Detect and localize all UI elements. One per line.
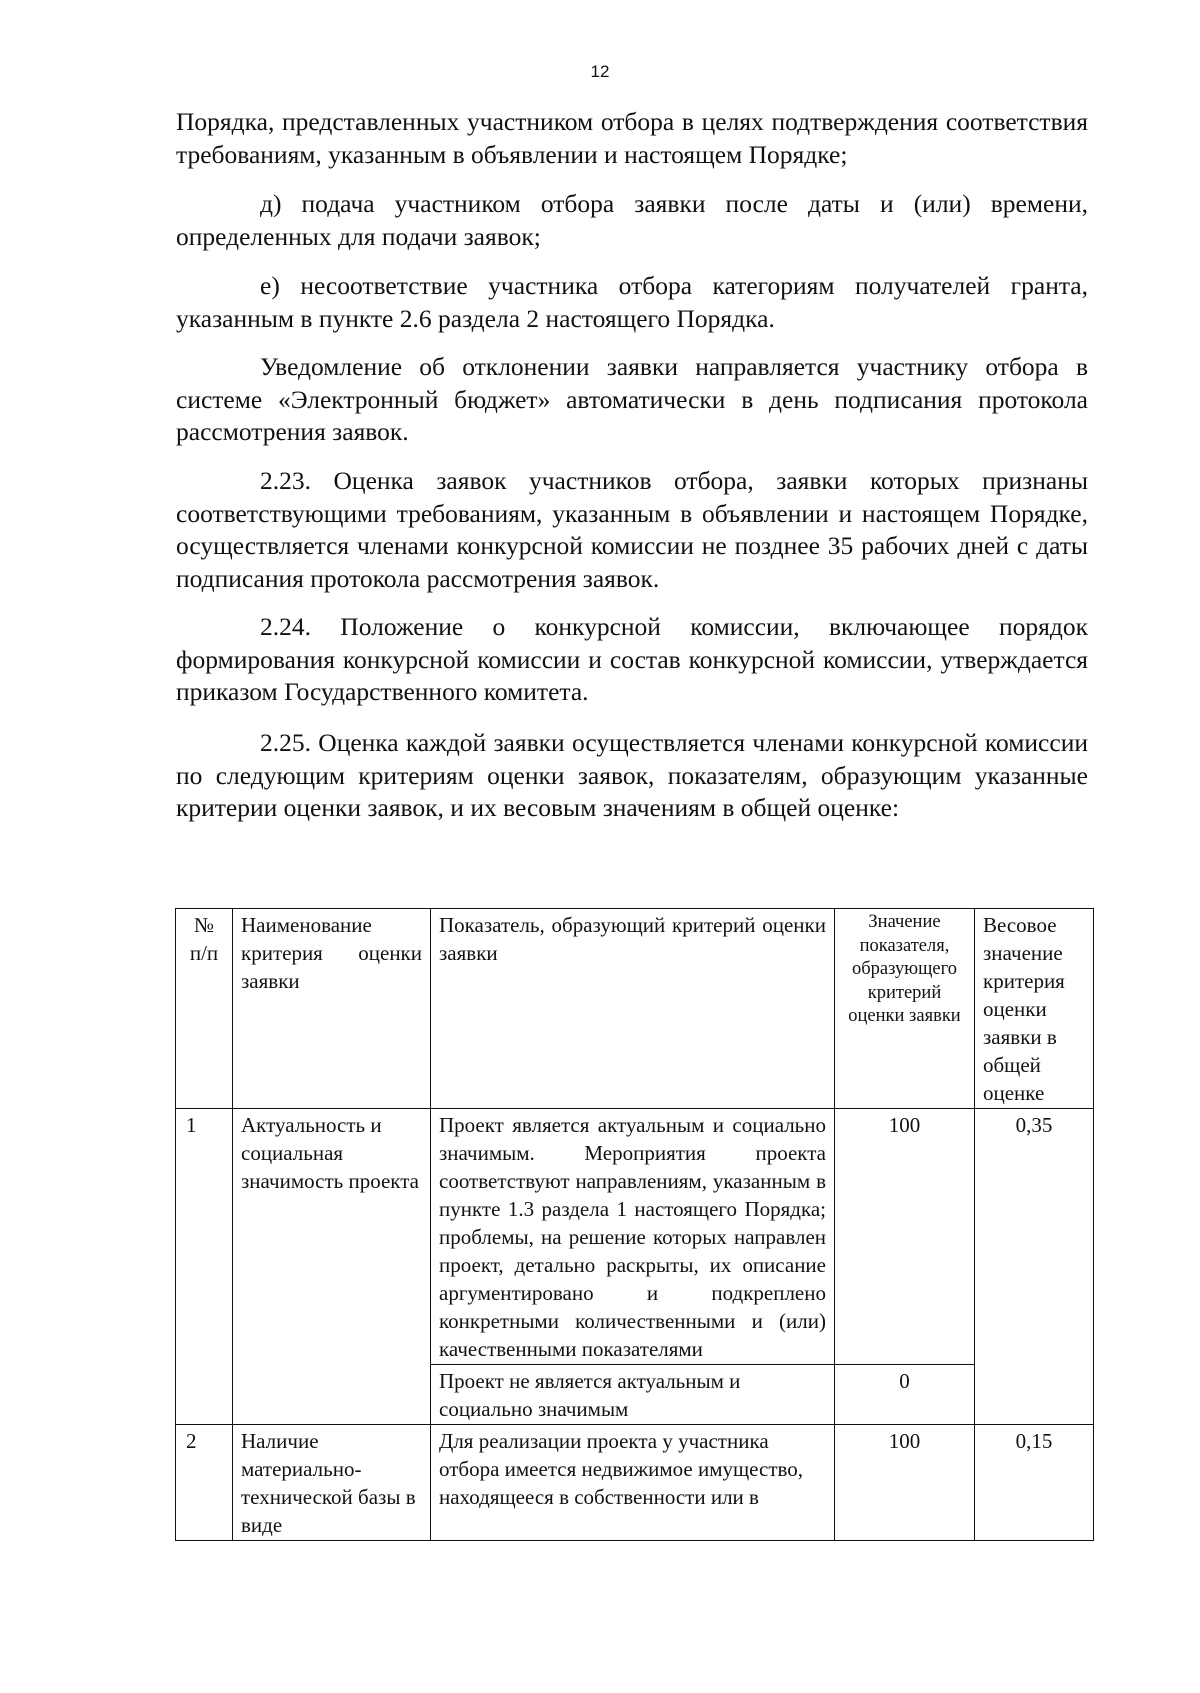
header-criterion: Наименование критерия оценки заявки — [233, 909, 431, 1109]
criteria-table — [175, 908, 1094, 1541]
header-indicator: Показатель, образующий критерий оценки заявки — [431, 909, 835, 1109]
row-2-weight: 0,15 — [975, 1425, 1094, 1541]
paragraph-item-d: д) подача участником отбора заявки после даты и (или) времени, определенных для подачи заявок; — [176, 189, 1088, 251]
header-value: Значение показателя, образующего критерий оценки заявки — [835, 909, 975, 1109]
row-1-weight: 0,35 — [975, 1109, 1094, 1425]
table-row — [176, 1109, 1094, 1365]
paragraph-continuation: Порядка, представленных участником отбора в целях подтверждения соответствия требованиям, указанным в объявлении и настоящем Порядке; — [176, 107, 1088, 169]
row-1-indicator-1: Проект является актуальным и социально значимым. Мероприятия проекта соответствуют направлениям, указанным в пункте 1.3 раздела 1 настоящего Порядка; проблемы, на решение которых направлен проект, детально раскрыты, их описание аргументировано и подкреплено конкретными количественными и (или) качественными показателями — [431, 1109, 835, 1365]
table-header-row — [176, 909, 1094, 1109]
paragraph-2-24: 2.24. Положение о конкурсной комиссии, включающее порядок формирования конкурсной комиссии и состав конкурсной комиссии, утверждается приказом Государственного комитета. — [176, 612, 1088, 707]
paragraph-rejection-notice: Уведомление об отклонении заявки направляется участнику отбора в системе «Электронный бюджет» автоматически в день подписания протокола рассмотрения заявок. — [176, 352, 1088, 447]
paragraph-2-25: 2.25. Оценка каждой заявки осуществляется членами конкурсной комиссии по следующим критериям оценки заявок, показателям, образующим указанные критерии оценки заявок, и их весовым значениям в общей оценке: — [176, 728, 1088, 823]
paragraph-item-e: е) несоответствие участника отбора категориям получателей гранта, указанным в пункте 2.6 раздела 2 настоящего Порядка. — [176, 271, 1088, 333]
row-1-num: 1 — [176, 1109, 233, 1425]
row-2-criterion: Наличие материально-технической базы в виде — [233, 1425, 431, 1541]
page-number: 12 — [590, 62, 610, 81]
header-weight: Весовое значение критерия оценки заявки в общей оценке — [975, 909, 1094, 1109]
table-row — [176, 1425, 1094, 1541]
row-2-value-1: 100 — [835, 1425, 975, 1541]
row-1-value-2: 0 — [835, 1365, 975, 1425]
row-2-indicator-1: Для реализации проекта у участника отбора имеется недвижимое имущество, находящееся в собственности или в — [431, 1425, 835, 1541]
row-1-indicator-2: Проект не является актуальным и социально значимым — [431, 1365, 835, 1425]
row-2-num: 2 — [176, 1425, 233, 1541]
row-1-value-1: 100 — [835, 1109, 975, 1365]
paragraph-2-23: 2.23. Оценка заявок участников отбора, заявки которых признаны соответствующими требованиям, указанным в объявлении и настоящем Порядке, осуществляется членами конкурсной комиссии не позднее 35 рабочих дней с даты подписания протокола рассмотрения заявок. — [176, 466, 1088, 593]
row-1-criterion: Актуальность и социальная значимость проекта — [233, 1109, 431, 1425]
header-num: № п/п — [176, 909, 233, 1109]
